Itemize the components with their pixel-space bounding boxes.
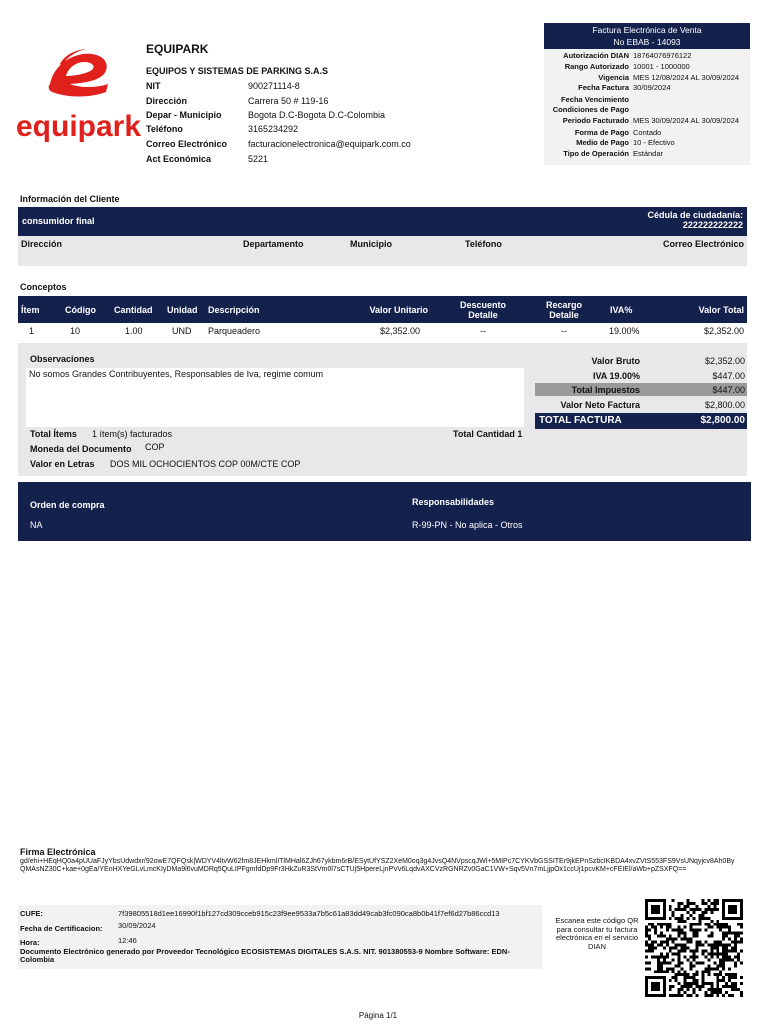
invoice-number: No EBAB - 14093 bbox=[613, 37, 681, 47]
time-value: 12:46 bbox=[118, 936, 137, 945]
cell-item: 1 bbox=[29, 326, 35, 336]
col-surcharge: Recargo Detalle bbox=[545, 299, 582, 320]
cell-iva: 19.00% bbox=[609, 326, 640, 336]
cufe-label: CUFE: bbox=[20, 909, 43, 918]
col-discount: Descuento Detalle bbox=[459, 299, 506, 320]
observations-title: Observaciones bbox=[30, 354, 95, 364]
cell-discount: -- bbox=[480, 326, 486, 336]
col-unit-price: Valor Unitario bbox=[369, 304, 428, 315]
concepts-table-header bbox=[18, 296, 747, 323]
total-gross: Valor Bruto $2,352.00 bbox=[591, 356, 745, 366]
concepts-section-title: Conceptos bbox=[20, 282, 67, 292]
total-taxes: Total Impuestos $447.00 bbox=[535, 383, 747, 396]
total-iva: IVA 19.00% $447.00 bbox=[592, 371, 745, 381]
col-code: Código bbox=[65, 304, 96, 315]
certification-date-value: 30/09/2024 bbox=[118, 921, 156, 930]
cell-description: Parqueadero bbox=[208, 326, 261, 336]
page-number: Página 1/1 bbox=[358, 1011, 398, 1020]
amount-words-value: DOS MIL OCHOCIENTOS COP 00M/CTE COP bbox=[110, 459, 301, 469]
client-header-address: Dirección bbox=[21, 239, 63, 249]
total-items-label: Total Ítems bbox=[30, 429, 77, 439]
total-invoice: TOTAL FACTURA $2,800.00 bbox=[535, 413, 747, 429]
client-doc-label: Cédula de ciudadanía: bbox=[647, 210, 743, 220]
signature-text: gd/ehi+HEqHQ0a4pUUaFJyYbsUdwdxr/92owE7QFQsk|WDYV4ltvW62fm8JEHkmlITlMHal6ZJh67ykbm6rB/ESytUfYSZ2XeM0oq3g4JvsQ4NVpscqJWl+5MIPc7CYKVbGSSITEr9jkEPnSzbcIKBDA4xvZVtS553FS9VsUNqyjcv8Ah0ByQMAsNZ30C+kae+0gEa/YEnHXYeGLvLmcKIyDMa9l6vuMDRq5QuLIPFgmfdDp9Fr3HkZuR3StVm0l7sCTUj5HpereLjnPVv6LqdvAXCVzRGNRZv0GaC1VW+Sqv5Vn7mLjjpOx1ccUj1pcvKM+cFEIEl/aWb+pZSXFQ== bbox=[20, 858, 735, 873]
signature-title: Firma Electrónica bbox=[20, 847, 96, 857]
observations-text: No somos Grandes Contribuyentes, Responsables de Iva, regime comum bbox=[29, 369, 324, 379]
client-header-email: Correo Electrónico bbox=[662, 239, 744, 249]
provider-text: Documento Electrónico generado por Proveedor Tecnológico ECOSISTEMAS DIGITALES S.A.S. NIT. 901380553-9 Nombre Software: EDN-Colombia bbox=[20, 947, 510, 964]
cell-unit: UND bbox=[172, 326, 192, 336]
observations-box bbox=[26, 368, 524, 427]
order-label: Orden de compra bbox=[30, 500, 105, 510]
order-section bbox=[18, 482, 751, 541]
company-legal-name: EQUIPOS Y SISTEMAS DE PARKING S.A.S bbox=[146, 66, 329, 76]
brand-wordmark: equipark bbox=[16, 110, 142, 143]
table-row bbox=[18, 324, 747, 338]
total-net: Valor Neto Factura $2,800.00 bbox=[560, 400, 745, 410]
company-name: EQUIPARK bbox=[146, 42, 209, 56]
col-iva: IVA% bbox=[610, 304, 633, 315]
qr-code[interactable] bbox=[645, 895, 743, 1001]
observations-section bbox=[18, 343, 747, 476]
col-quantity: Cantidad bbox=[114, 304, 153, 315]
currency-label: Moneda del Documento bbox=[30, 444, 132, 454]
col-total: Valor Total bbox=[698, 304, 744, 315]
time-label: Hora: bbox=[20, 938, 40, 947]
qr-note: Escanea este código QR para consultar tu factura electrónica en el servicio DIAN bbox=[555, 916, 639, 951]
client-header-department: Departamento bbox=[243, 239, 304, 249]
col-description: Descripción bbox=[208, 304, 260, 315]
col-item: Ítem bbox=[21, 304, 40, 315]
client-bar bbox=[18, 207, 747, 236]
certification-date-label: Fecha de Certificacion: bbox=[20, 924, 103, 933]
cell-quantity: 1.00 bbox=[125, 326, 143, 336]
client-doc-value: 222222222222 bbox=[682, 220, 743, 230]
cufe-section bbox=[18, 905, 542, 969]
cell-code: 10 bbox=[70, 326, 81, 336]
client-details bbox=[18, 236, 747, 266]
responsibilities-label: Responsabilidades bbox=[412, 497, 495, 507]
equipark-logo bbox=[14, 44, 146, 144]
invoice-title: Factura Electrónica de Venta bbox=[592, 25, 702, 35]
client-document bbox=[647, 210, 743, 230]
cell-unit-price: $2,352.00 bbox=[379, 326, 420, 336]
total-quantity: Total Cantidad 1 bbox=[453, 429, 523, 439]
currency-value: COP bbox=[145, 442, 165, 452]
amount-words-label: Valor en Letras bbox=[30, 459, 95, 469]
order-value: NA bbox=[30, 520, 43, 530]
invoice-header bbox=[544, 23, 750, 49]
cufe-value: 7f39805518d1ee16990f1bf127cd309cceb915c23f9ee9533a7b5c61a83dd49cab3fc090ca8b0b41f7ef6d27b86ccd13 bbox=[118, 909, 500, 918]
cell-total: $2,352.00 bbox=[703, 326, 744, 336]
client-header-phone: Teléfono bbox=[465, 239, 502, 249]
responsibilities-value: R-99-PN - No aplica - Otros bbox=[412, 520, 523, 530]
invoice-details: Autorización DIAN 18764076976122 Rango Autorizado 10001 - 1000000 Vigencia MES 12/08/2024 AL 30/09/2024 Fecha Factura 30/09/2024 Fecha Vencimiento Condiciones de Pago Periodo Facturado MES 30/09/2024 AL 30/09/2024 Forma de Pago Contado Medio de Pago 10 - Efectivo Tipo de Operación Estándar bbox=[544, 49, 750, 165]
client-header-municipality: Municipio bbox=[350, 239, 392, 249]
client-section-title: Información del Cliente bbox=[20, 194, 120, 204]
col-unit: Unidad bbox=[167, 304, 198, 315]
cell-surcharge: -- bbox=[561, 326, 567, 336]
total-items-value: 1 ítem(s) facturados bbox=[92, 429, 173, 439]
client-name: consumidor final bbox=[22, 216, 95, 226]
